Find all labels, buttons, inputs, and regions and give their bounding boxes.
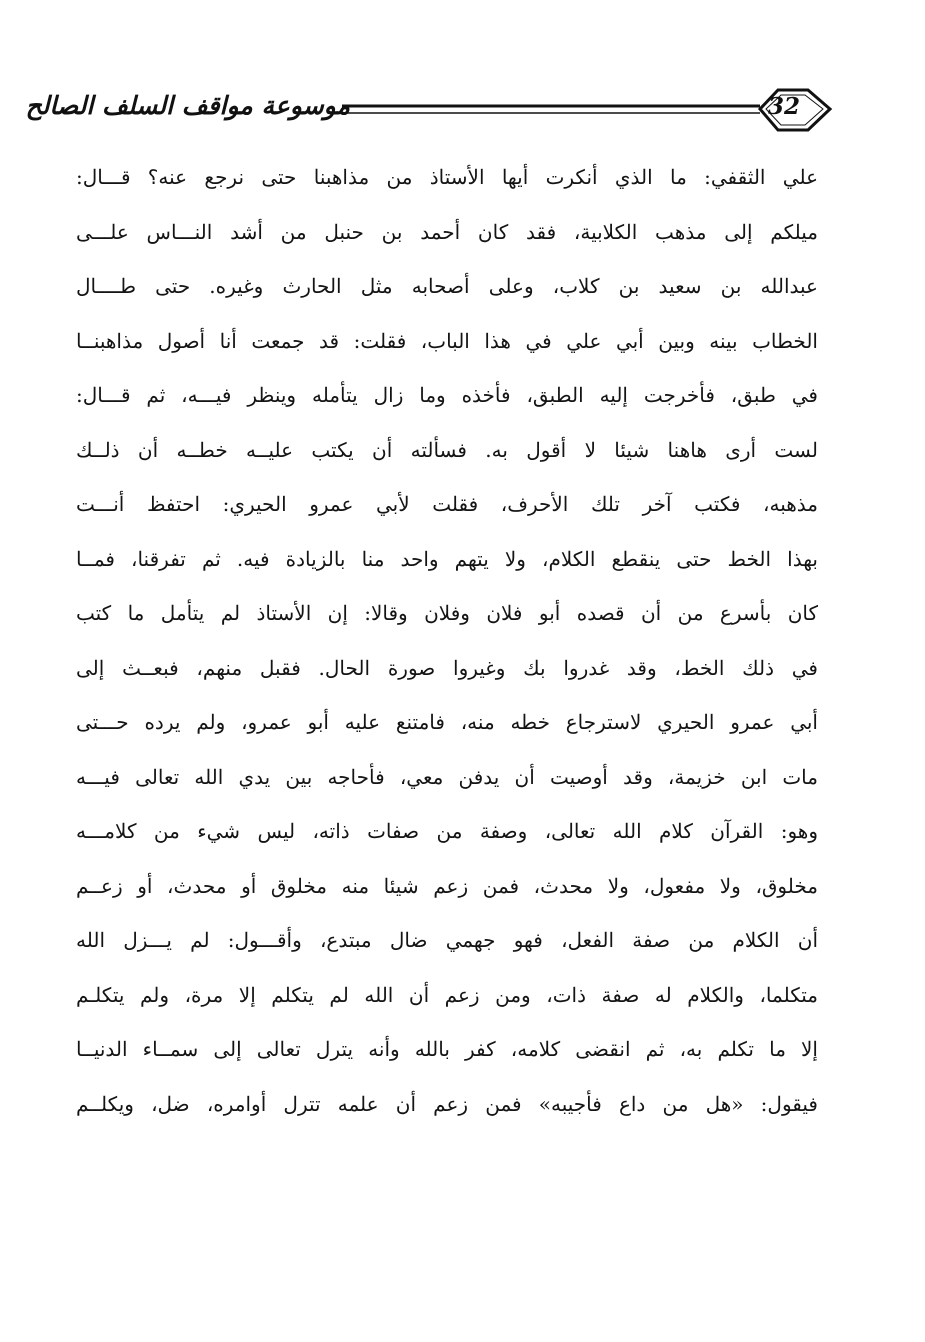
- text-line: إلا ما تكلم به، ثم انقضى كلامه، كفر بالله وأنه يترل تعالى إلى سمــاء الدنيــا: [76, 1037, 818, 1061]
- text-line: مات ابن خزيمة، وقد أوصيت أن يدفن معي، فأحاجه بين يدي الله تعالى فيـــه: [76, 764, 818, 789]
- text-line: عبدالله بن سعيد بن كلاب، وعلى أصحابه مثل الحارث وغيره. حتى طــــال: [76, 274, 818, 298]
- text-line: كان بأسرع من أن قصده أبو فلان وفلان وقالا: إن الأستاذ لم يتأمل ما كتب: [76, 601, 818, 625]
- page-number: 32: [767, 93, 800, 120]
- text-line: في طبق، فأخرجت إليه الطبق، فأخذه وما زال يتأمله وينظر فيـــه، ثم قـــال:: [76, 383, 818, 407]
- text-line: في ذلك الخط، وقد غدروا بك وغيروا صورة الحال. فقبل منهم، فبعــث إلى: [76, 655, 818, 680]
- text-line: ميلكم إلى مذهب الكلابية، فقد كان أحمد بن حنبل من أشد النـــاس علـــى: [76, 219, 818, 244]
- text-line: متكلما، والكلام له صفة ذات، ومن زعم أن الله لم يتكلم إلا مرة، ولم يتكلـم: [76, 982, 818, 1007]
- text-line: علي الثقفي: ما الذي أنكرت أيها الأستاذ من مذاهبنا حتى نرجع عنه؟ قـــال:: [76, 165, 818, 189]
- text-line: أبي عمرو الحيري لاسترجاع خطه منه، فامتنع عليه أبو عمرو، ولم يرده حـــتى: [76, 710, 818, 734]
- text-line: بهذا الخط حتى ينقطع الكلام، ولا يتهم واحد منا بالزيادة فيه. ثم تفرقنا، فمــا: [76, 546, 818, 571]
- text-line: أن الكلام من صفة الفعل، فهو جهمي ضال مبتدع، وأقـــول: لم يـــزل الله: [76, 928, 818, 952]
- body-text: [76, 150, 818, 1131]
- text-line: فيقول: «هل من داع فأجيبه» فمن زعم أن علمه تترل أوامره، ضل، ويكلــم: [76, 1091, 818, 1116]
- text-line: مذهبه، فكتب آخر تلك الأحرف، فقلت لأبي عمرو الحيري: احتفظ أنـــت: [76, 492, 818, 516]
- text-line: مخلوق، ولا مفعول، ولا محدث، فمن زعم شيئا منه مخلوق أو محدث، أو زعــم: [76, 873, 818, 898]
- page-header: [25, 82, 830, 152]
- text-line: وهو: القرآن كلام الله تعالى، وصفة من صفات ذاته، ليس شيء من كلامـــه: [76, 819, 818, 843]
- series-title: موسوعة مواقف السلف الصالح: [25, 91, 350, 120]
- text-line: الخطاب بينه وبين أبي علي في هذا الباب، فقلت: قد جمعت أنا أصول مذاهبنــا: [76, 328, 818, 353]
- text-line: لست أرى هاهنا شيئا لا أقول به. فسألته أن يكتب عليــه خطــه أن ذلــك: [76, 437, 818, 462]
